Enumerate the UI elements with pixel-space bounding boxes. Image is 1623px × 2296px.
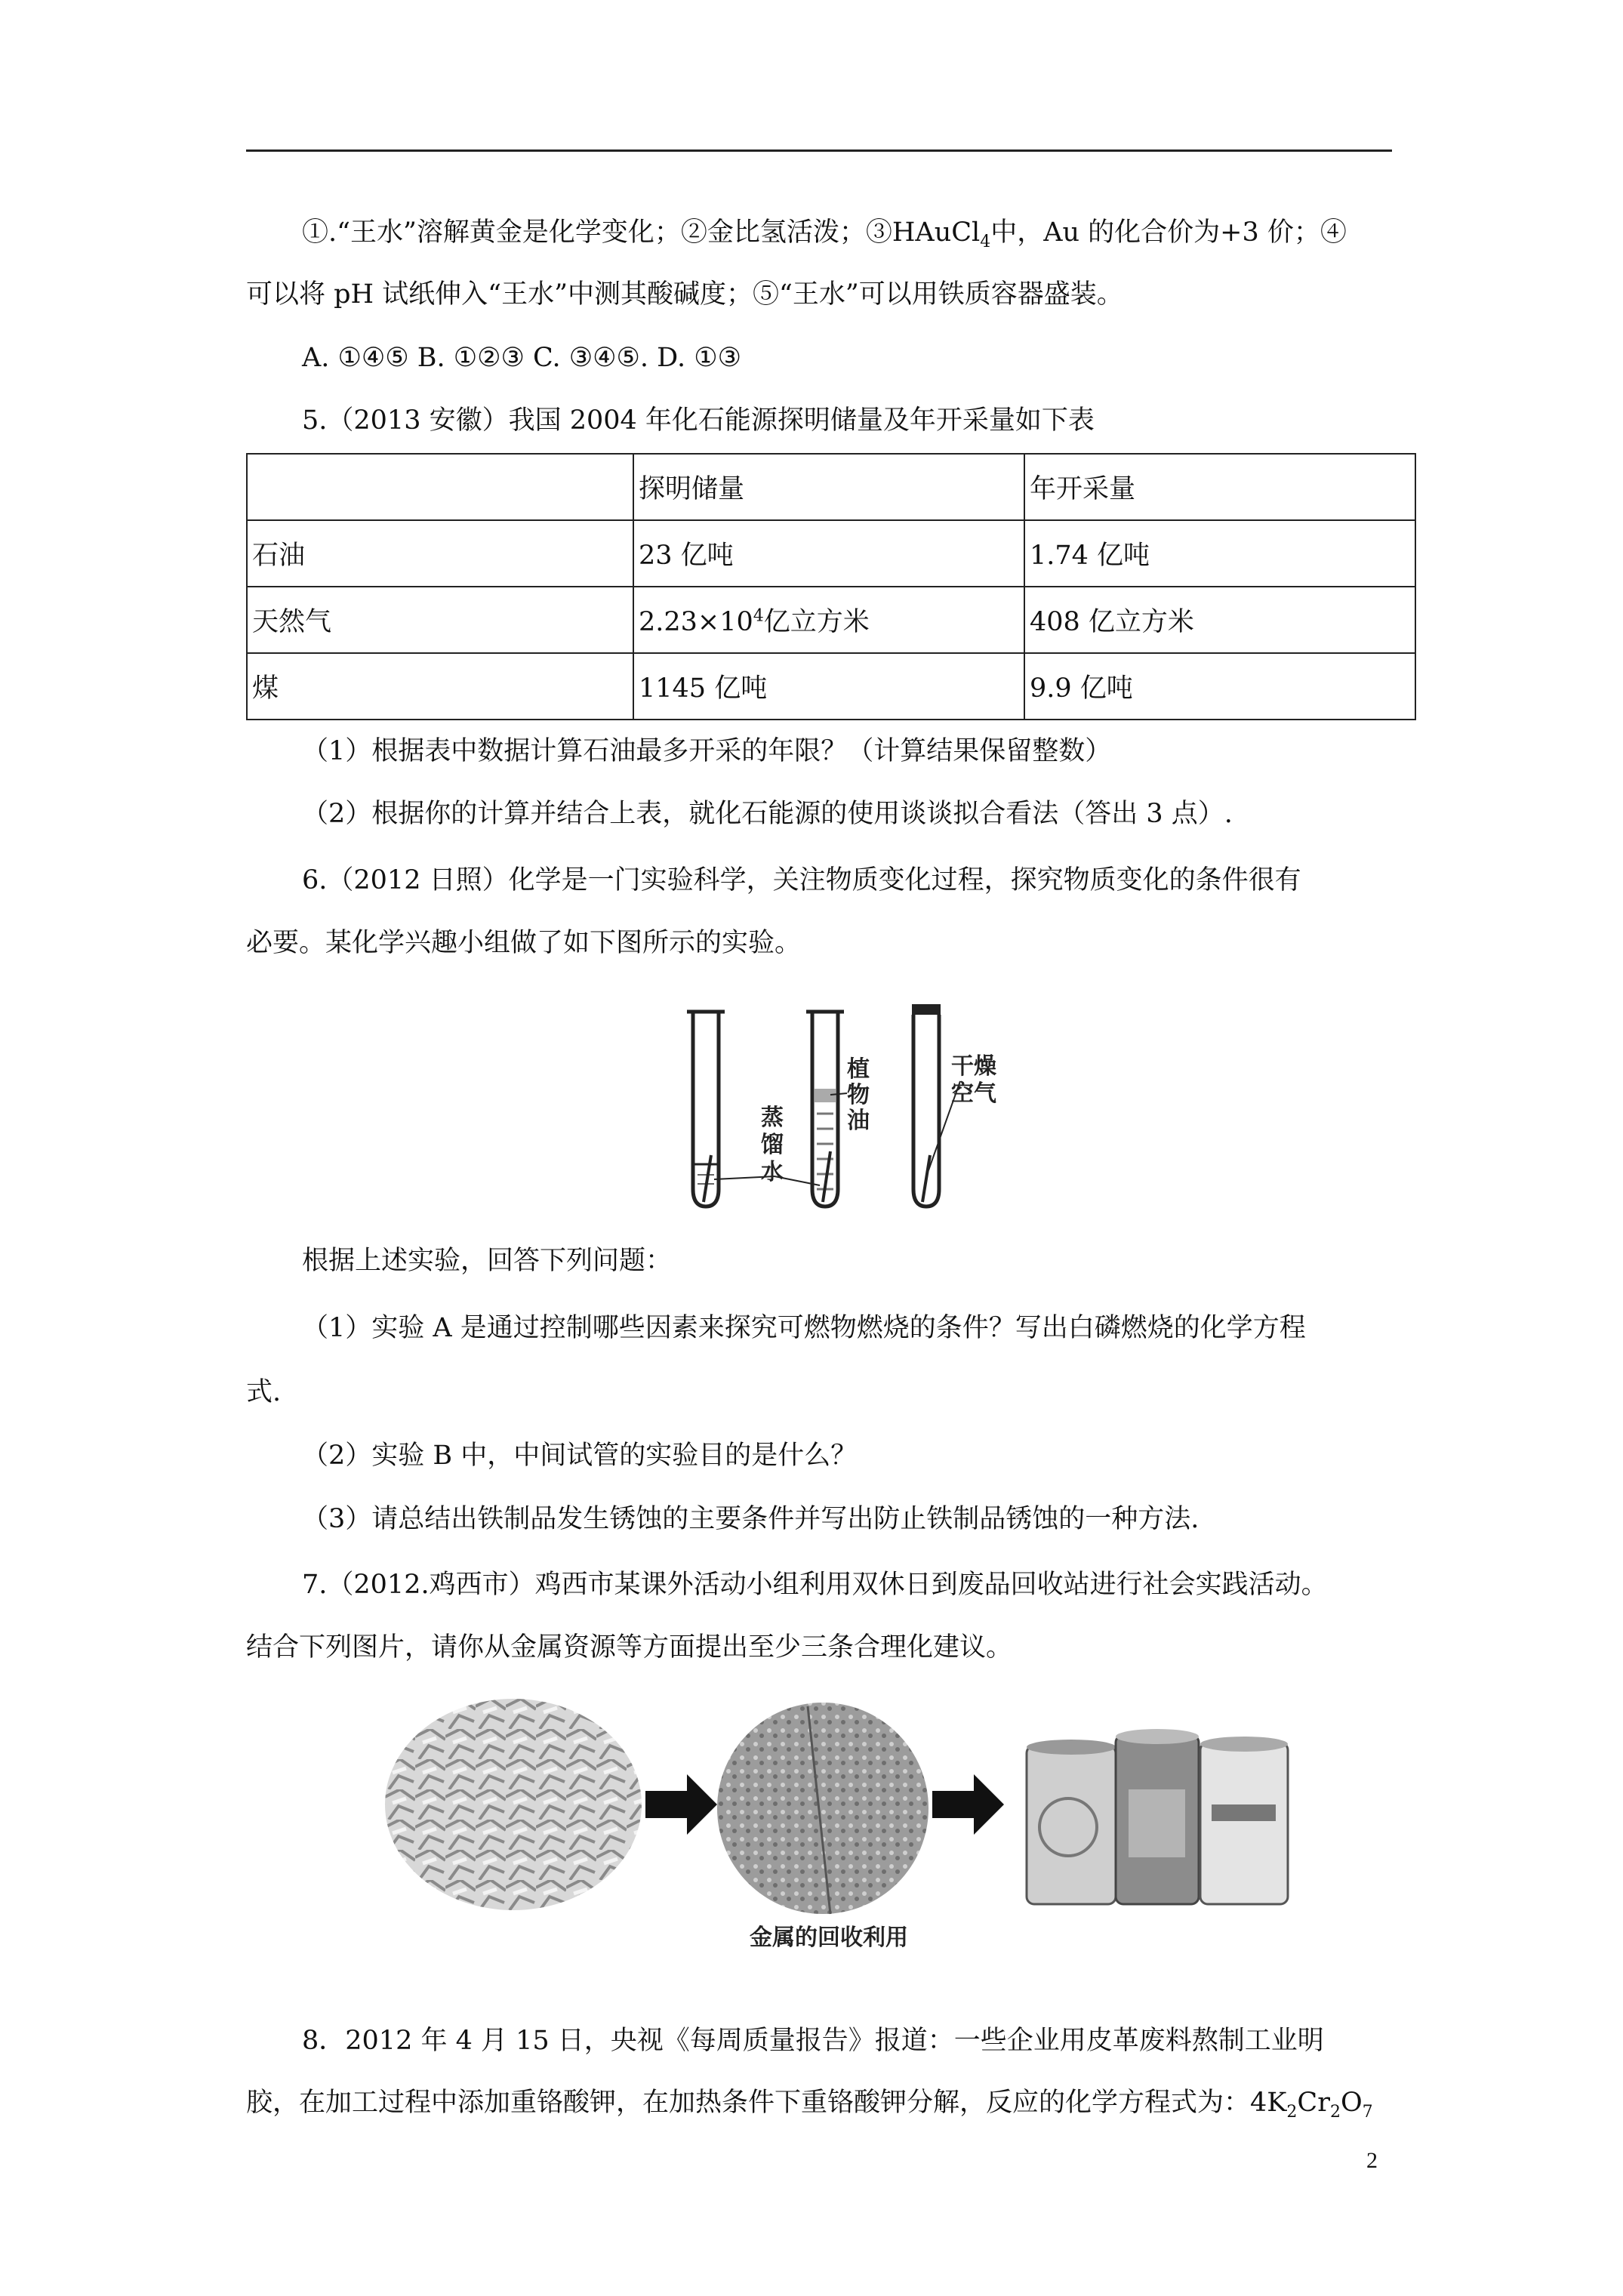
q6-sub3: （3）请总结出铁制品发生锈蚀的主要条件并写出防止铁制品锈蚀的一种方法. <box>302 1504 1200 1534</box>
test-tube-right <box>912 1004 941 1207</box>
water-label-char: 水 <box>761 1159 784 1185</box>
q5-stem: 5.（2013 安徽）我国 2004 年化石能源探明储量及年开采量如下表 <box>302 405 1095 436</box>
arrow-right-icon <box>932 1774 1004 1835</box>
oil-label-char: 植 <box>847 1056 870 1083</box>
q7-stem-line2: 结合下列图片，请你从金属资源等方面提出至少三条合理化建议。 <box>246 1632 1013 1663</box>
table-cell: $2.23\times 10^4$亿立方米 <box>633 587 1024 653</box>
arrow-right-icon <box>645 1774 717 1835</box>
oil-label-char: 油 <box>847 1108 870 1134</box>
q5-sub2: （2）根据你的计算并结合上表，就化石能源的使用谈谈拟合看法（答出 3 点）. <box>302 799 1233 829</box>
table-cell: 煤 <box>247 653 633 720</box>
q6-stem-line1: 6.（2012 日照）化学是一门实验科学，关注物质变化过程，探究物质变化的条件很有 <box>302 865 1301 895</box>
header-rule <box>246 149 1392 152</box>
q8-stem-line2: 胶，在加工过程中添加重铬酸钾，在加热条件下重铬酸钾分解，反应的化学方程式为：$4K_2Cr_2O_7$ <box>246 2088 1373 2122</box>
q4-statements-line1: ①.“王水”溶解黄金是化学变化；②金比氢活泼；③HAuCl$_4$中，Au 的化合价为+3 价；④ <box>302 217 1347 251</box>
test-tube-middle <box>806 1012 844 1207</box>
table-cell: 9.9 亿吨 <box>1024 653 1415 720</box>
water-label-char: 馏 <box>761 1132 784 1158</box>
table-cell: 石油 <box>247 520 633 587</box>
table-header-cell <box>247 454 633 520</box>
table-header-cell: 探明储量 <box>633 454 1024 520</box>
air-label-line: 空气 <box>951 1080 996 1107</box>
table-cell: 1145 亿吨 <box>633 653 1024 720</box>
table-cell: 408 亿立方米 <box>1024 587 1415 653</box>
table-row <box>247 587 1415 653</box>
q4-options: A. ①④⑤ B. ①②③ C. ③④⑤. D. ①③ <box>302 343 741 373</box>
test-tube-left <box>687 1012 725 1207</box>
q4-statements-line2: 可以将 pH 试纸伸入“王水”中测其酸碱度；⑤“王水”可以用铁质容器盛装。 <box>246 279 1123 310</box>
q6-lead: 根据上述实验，回答下列问题： <box>302 1246 673 1276</box>
oil-label-char: 物 <box>847 1082 870 1108</box>
table-cell: 23 亿吨 <box>633 520 1024 587</box>
test-tube-figure <box>642 1004 996 1216</box>
metal-cans-image <box>1027 1729 1288 1904</box>
fossil-energy-table <box>246 453 1416 720</box>
q6-sub1-line2: 式. <box>246 1377 282 1407</box>
air-label-line: 干燥 <box>951 1053 996 1080</box>
table-header-cell: 年开采量 <box>1024 454 1415 520</box>
scrap-metal-image <box>385 1699 642 1910</box>
recycled-metal-image <box>717 1703 929 1914</box>
water-label-char: 蒸 <box>761 1105 784 1131</box>
q8-stem-line1: 8．2012 年 4 月 15 日，央视《每周质量报告》报道：一些企业用皮革废料熬制工业明 <box>302 2026 1324 2056</box>
table-row <box>247 653 1415 720</box>
page-number: 2 <box>1366 2148 1378 2173</box>
q6-sub2: （2）实验 B 中，中间试管的实验目的是什么？ <box>302 1441 858 1471</box>
recycling-caption: 金属的回收利用 <box>750 1925 908 1951</box>
table-cell: 天然气 <box>247 587 633 653</box>
table-cell: 1.74 亿吨 <box>1024 520 1415 587</box>
metal-recycling-figure <box>385 1699 1321 1951</box>
q7-stem-line1: 7.（2012.鸡西市）鸡西市某课外活动小组利用双休日到废品回收站进行社会实践活动。 <box>302 1570 1328 1600</box>
q6-stem-line2: 必要。某化学兴趣小组做了如下图所示的实验。 <box>246 928 802 958</box>
q6-sub1-line1: （1）实验 A 是通过控制哪些因素来探究可燃物燃烧的条件？写出白磷燃烧的化学方程 <box>302 1313 1306 1343</box>
table-row <box>247 520 1415 587</box>
table-header-row <box>247 454 1415 520</box>
q5-sub1: （1）根据表中数据计算石油最多开采的年限？（计算结果保留整数） <box>302 736 1112 766</box>
